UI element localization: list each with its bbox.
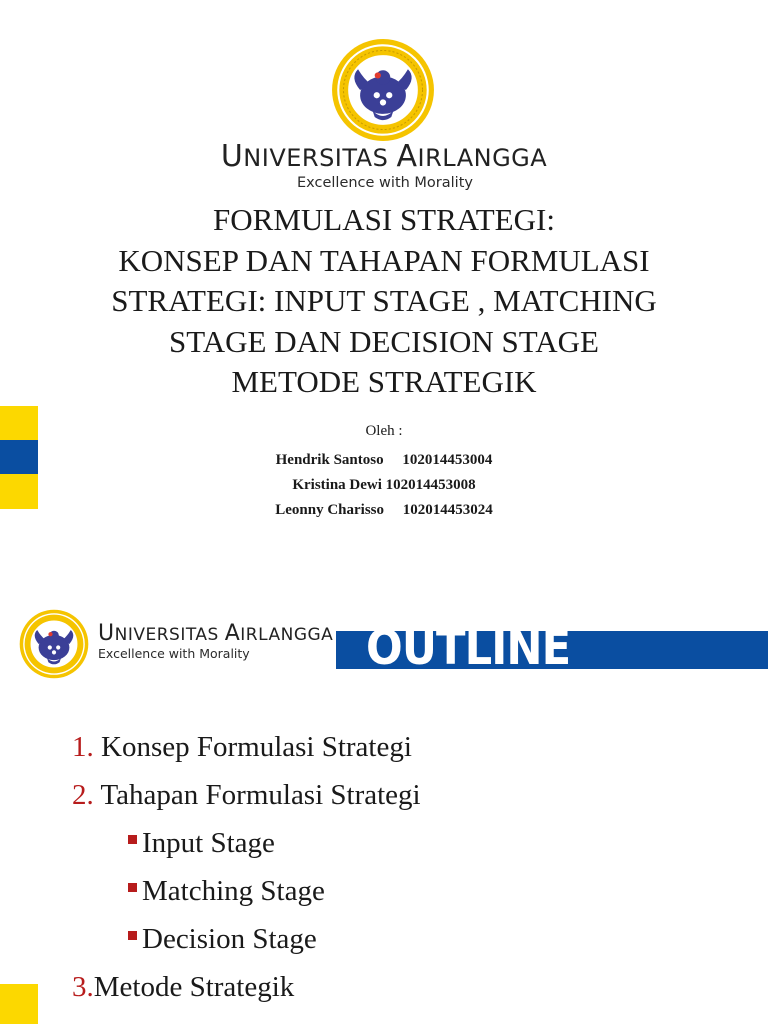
slide-title — [60, 200, 708, 403]
university-tagline: Excellence with Morality — [98, 646, 250, 661]
university-name: UNIVERSITAS AIRLANGGA — [98, 621, 334, 646]
author-row: Hendrik Santoso 102014453004 — [275, 452, 493, 468]
title-line: STRATEGI: INPUT STAGE , MATCHING — [111, 283, 657, 318]
yellow-bar — [0, 474, 38, 509]
list-item: 2. Tahapan Formulasi Strategi — [72, 779, 421, 811]
yellow-bar — [0, 406, 38, 440]
title-line: STAGE DAN DECISION STAGE — [169, 323, 599, 359]
list-item: Decision Stage — [128, 923, 317, 956]
bullet-icon — [128, 883, 137, 892]
university-seal-logo — [331, 38, 435, 142]
outline-slide — [0, 576, 768, 1024]
bullet-icon — [128, 931, 137, 940]
outline-heading: OUTLINE — [366, 620, 571, 676]
university-brand — [0, 140, 768, 192]
list-item: 3.Metode Strategik — [72, 971, 295, 1003]
list-item: Matching Stage — [128, 875, 325, 908]
blue-bar — [0, 440, 38, 474]
university-name: UNIVERSITAS AIRLANGGA — [220, 139, 548, 174]
list-item: 1. Konsep Formulasi Strategi — [72, 731, 412, 763]
university-brand — [98, 623, 333, 661]
university-tagline: Excellence with Morality — [297, 175, 473, 191]
title-line: FORMULASI STRATEGI: — [213, 202, 555, 237]
title-line: KONSEP DAN TAHAPAN FORMULASI — [118, 242, 650, 278]
bullet-icon — [128, 835, 137, 844]
yellow-bar — [0, 984, 38, 1024]
title-line: METODE STRATEGIK — [231, 364, 537, 399]
list-item: Input Stage — [128, 827, 275, 860]
author-row: Kristina Dewi 102014453008 — [292, 477, 476, 493]
author-row: Leonny Charisso 102014453024 — [275, 502, 493, 518]
university-seal-logo — [19, 609, 89, 679]
oleh-label: Oleh : — [365, 423, 403, 439]
author-list — [0, 448, 768, 523]
